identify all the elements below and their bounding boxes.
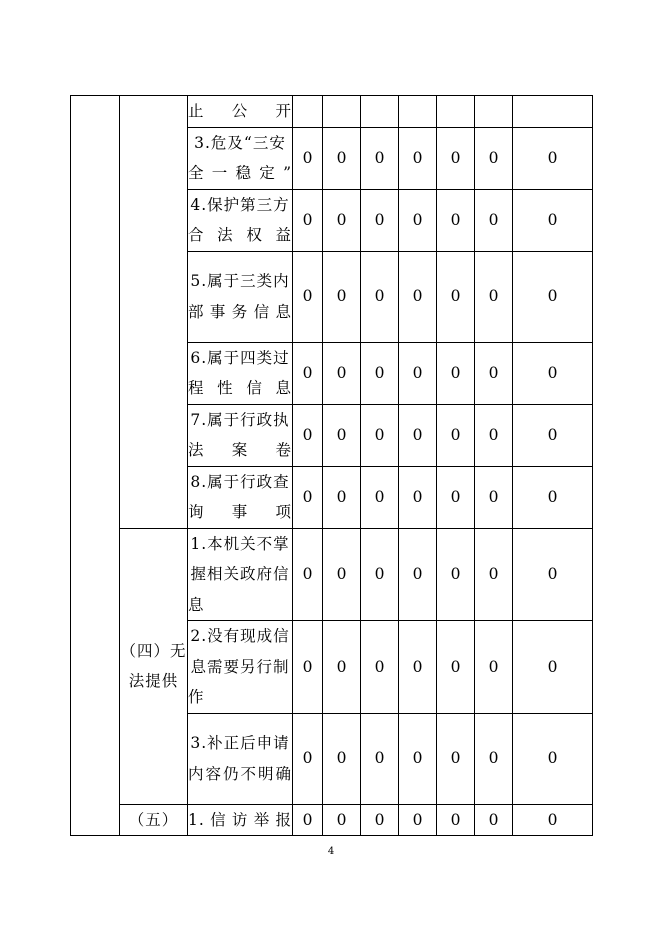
row-label: 3.危及“三安全一稳定” [188, 127, 293, 189]
value-cell [475, 96, 513, 128]
value-cell: 0 [361, 404, 399, 466]
value-cell: 0 [437, 528, 475, 621]
value-cell: 0 [323, 528, 361, 621]
value-cell: 0 [513, 466, 593, 528]
value-cell: 0 [475, 404, 513, 466]
value-cell: 0 [293, 342, 323, 404]
value-cell: 0 [513, 127, 593, 189]
value-cell: 0 [513, 621, 593, 714]
value-cell: 0 [323, 804, 361, 836]
value-cell: 0 [399, 804, 437, 836]
value-cell: 0 [323, 342, 361, 404]
value-cell: 0 [323, 466, 361, 528]
value-cell: 0 [399, 189, 437, 251]
table-row [71, 528, 593, 621]
value-cell: 0 [437, 804, 475, 836]
value-cell: 0 [399, 342, 437, 404]
page-number: 4 [327, 846, 335, 857]
row-label: 6.属于四类过程性信息 [188, 342, 293, 404]
value-cell: 0 [361, 713, 399, 804]
row-label: 5.属于三类内部事务信息 [188, 251, 293, 342]
value-cell: 0 [475, 189, 513, 251]
value-cell: 0 [399, 127, 437, 189]
value-cell: 0 [361, 342, 399, 404]
row-label: 8.属于行政查询事项 [188, 466, 293, 528]
value-cell: 0 [361, 251, 399, 342]
value-cell: 0 [475, 621, 513, 714]
value-cell: 0 [437, 251, 475, 342]
value-cell: 0 [399, 404, 437, 466]
row-label: 2.没有现成信息需要另行制作 [188, 621, 293, 714]
row-label: 止公开 [188, 96, 293, 128]
value-cell: 0 [437, 404, 475, 466]
value-cell: 0 [293, 713, 323, 804]
value-cell: 0 [399, 621, 437, 714]
disclosure-table [70, 95, 593, 836]
value-cell: 0 [399, 713, 437, 804]
value-cell: 0 [513, 713, 593, 804]
value-cell: 0 [293, 528, 323, 621]
outer-category-cell [71, 96, 120, 836]
value-cell: 0 [293, 127, 323, 189]
value-cell: 0 [475, 127, 513, 189]
value-cell: 0 [513, 251, 593, 342]
value-cell: 0 [323, 189, 361, 251]
value-cell: 0 [399, 251, 437, 342]
value-cell: 0 [475, 342, 513, 404]
value-cell: 0 [293, 621, 323, 714]
value-cell: 0 [323, 127, 361, 189]
value-cell [513, 96, 593, 128]
value-cell: 0 [361, 189, 399, 251]
value-cell: 0 [513, 528, 593, 621]
value-cell: 0 [475, 713, 513, 804]
value-cell: 0 [513, 804, 593, 836]
group-label-4: （四）无法提供 [120, 528, 188, 804]
value-cell: 0 [399, 528, 437, 621]
value-cell [437, 96, 475, 128]
row-label: 4.保护第三方合法权益 [188, 189, 293, 251]
value-cell: 0 [293, 404, 323, 466]
value-cell: 0 [293, 466, 323, 528]
value-cell: 0 [513, 342, 593, 404]
value-cell: 0 [513, 404, 593, 466]
value-cell: 0 [293, 251, 323, 342]
value-cell [361, 96, 399, 128]
row-label: 1.本机关不掌握相关政府信息 [188, 528, 293, 621]
row-label: 7.属于行政执法案卷 [188, 404, 293, 466]
value-cell: 0 [361, 621, 399, 714]
value-cell: 0 [293, 189, 323, 251]
value-cell [293, 96, 323, 128]
value-cell: 0 [437, 621, 475, 714]
value-cell: 0 [437, 127, 475, 189]
value-cell: 0 [323, 621, 361, 714]
value-cell [399, 96, 437, 128]
table-row [71, 96, 593, 128]
value-cell: 0 [399, 466, 437, 528]
value-cell [323, 96, 361, 128]
value-cell: 0 [361, 127, 399, 189]
value-cell: 0 [437, 342, 475, 404]
value-cell: 0 [323, 251, 361, 342]
value-cell: 0 [513, 189, 593, 251]
value-cell: 0 [475, 466, 513, 528]
value-cell: 0 [293, 804, 323, 836]
row-label: 1.信访举报 [188, 804, 293, 836]
group-cell-3 [120, 96, 188, 529]
row-label: 3.补正后申请内容仍不明确 [188, 713, 293, 804]
value-cell: 0 [323, 713, 361, 804]
value-cell: 0 [361, 466, 399, 528]
value-cell: 0 [475, 528, 513, 621]
value-cell: 0 [361, 804, 399, 836]
value-cell: 0 [323, 404, 361, 466]
value-cell: 0 [475, 804, 513, 836]
group-label-5: （五） [120, 804, 188, 836]
value-cell: 0 [475, 251, 513, 342]
value-cell: 0 [437, 466, 475, 528]
value-cell: 0 [361, 528, 399, 621]
value-cell: 0 [437, 713, 475, 804]
value-cell: 0 [437, 189, 475, 251]
table-row [71, 804, 593, 836]
